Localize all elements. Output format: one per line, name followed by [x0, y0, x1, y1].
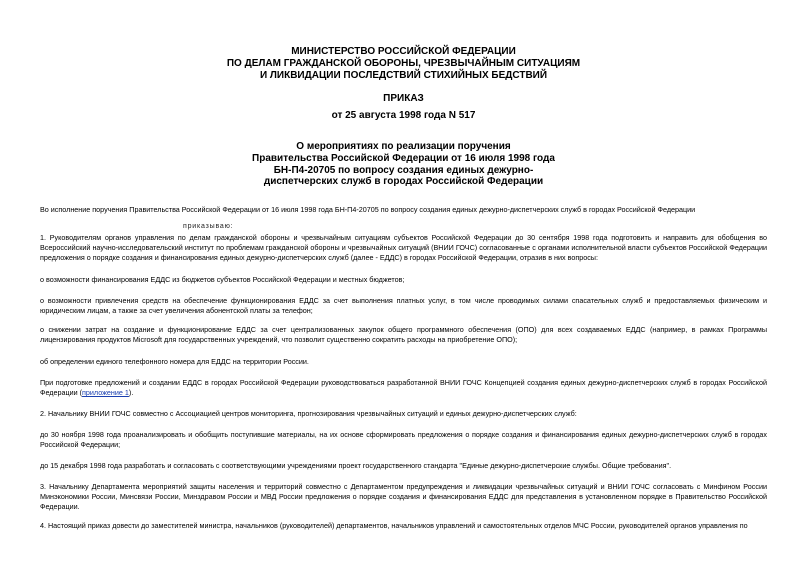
- item-1: 1. Руководителям органов управления по делам гражданской обороны и чрезвычайным ситуациям субъектов Российской Федерации до 30 сентября 1998 года подготовить и направить для обобщения во Всероссийский научно-исследовательский институт по проблемам гражданской обороны и чрезвычайных ситуаций (ВНИИ ГОЧС) согласованные с органами исполнительной власти субъектов Российской Федерации предложения о порядке создания и финансирования единых дежурно-диспетчерских служб (далее - ЕДДС) в городах Российской Федерации, отразив в них вопросы:: [40, 233, 767, 262]
- intro-paragraph: Во исполнение поручения Правительства Российской Федерации от 16 июля 1998 года БН-П4-20705 по вопросу создания единых дежурно-диспетчерских служб в городах Российской Федерации: [40, 205, 696, 214]
- item-3: 3. Начальнику Департамента мероприятий защиты населения и территорий совместно с Департаментом предупреждения и ликвидации чрезвычайных ситуаций и ВНИИ ГОЧС согласовать с Минфином России Минэкономики России, Минсвязи России, Минздравом России и МВД России предложения о порядке создания и финансирования ЕДДС для представления в установленном порядке в Правительство Российской Федерации.: [40, 482, 767, 511]
- date-number: от 25 августа 1998 года N 517: [331, 110, 476, 121]
- item-1-a: о возможности финансирования ЕДДС из бюджетов субъектов Российской Федерации и местных бюджетов;: [40, 275, 405, 284]
- appendix-link[interactable]: приложение 1: [82, 388, 129, 397]
- ministry-line-3: И ЛИКВИДАЦИИ ПОСЛЕДСТВИЙ СТИХИЙНЫХ БЕДСТВИЙ: [259, 70, 548, 81]
- doc-type: ПРИКАЗ: [383, 93, 424, 104]
- prep-paragraph: [40, 378, 767, 398]
- ministry-line-2: ПО ДЕЛАМ ГРАЖДАНСКОЙ ОБОРОНЫ, ЧРЕЗВЫЧАЙНЫМ СИТУАЦИЯМ: [226, 58, 581, 69]
- ministry-line-1: МИНИСТЕРСТВО РОССИЙСКОЙ ФЕДЕРАЦИИ: [291, 46, 516, 57]
- item-2-b: до 15 декабря 1998 года разработать и согласовать с соответствующими учреждениями проект государственного стандарта "Единые дежурно-диспетчерские службы. Общие требования".: [40, 461, 672, 470]
- prep-end: ).: [128, 388, 134, 397]
- item-2: 2. Начальнику ВНИИ ГОЧС совместно с Ассоциацией центров мониторинга, прогнозирования чрезвычайных ситуаций и единых дежурно-диспетчерских служб:: [40, 409, 577, 418]
- title-line-4: диспетчерских служб в городах Российской Федерации: [263, 176, 544, 187]
- prep-text: При подготовке предложений и создании ЕДДС в городах Российской Федерации руководствоваться разработанной ВНИИ ГОЧС Концепцией создания единых дежурно-диспетчерских служб в городах Российской Федерации (: [40, 378, 767, 397]
- item-1-d: об определении единого телефонного номера для ЕДДС на территории России.: [40, 357, 309, 366]
- order-word: приказываю:: [183, 223, 234, 230]
- title-line-2: Правительства Российской Федерации от 16 июля 1998 года: [252, 153, 555, 164]
- title-line-3: БН-П4-20705 по вопросу создания единых дежурно-: [273, 165, 534, 176]
- title-line-1: О мероприятиях по реализации поручения: [296, 141, 511, 152]
- item-1-b: о возможности привлечения средств на обеспечение функционирования ЕДДС за счет выполнения платных услуг, в том числе проводимых силами спасательных служб и предоставляемых физическим и юридическим лицам, а также за счет увеличения абонентской платы за телефон;: [40, 296, 767, 315]
- item-1-c: о снижении затрат на создание и функционирование ЕДДС за счет централизованных закупок общего программного обеспечения (ОПО) для всех создаваемых ЕДДС (например, в рамках Программы лицензирования продуктов Microsoft для государственных учреждений, что позволит существенно сократить расходы на приобретение ОПО);: [40, 325, 767, 344]
- item-4: 4. Настоящий приказ довести до заместителей министра, начальников (руководителей) департаментов, начальников управлений и самостоятельных отделов МЧС России, руководителей органов управления по: [40, 521, 748, 530]
- item-2-a: до 30 ноября 1998 года проанализировать и обобщить поступившие материалы, на их основе сформировать предложения о порядке создания и финансирования единых дежурно-диспетчерских служб в городах Российской Федерации;: [40, 430, 767, 449]
